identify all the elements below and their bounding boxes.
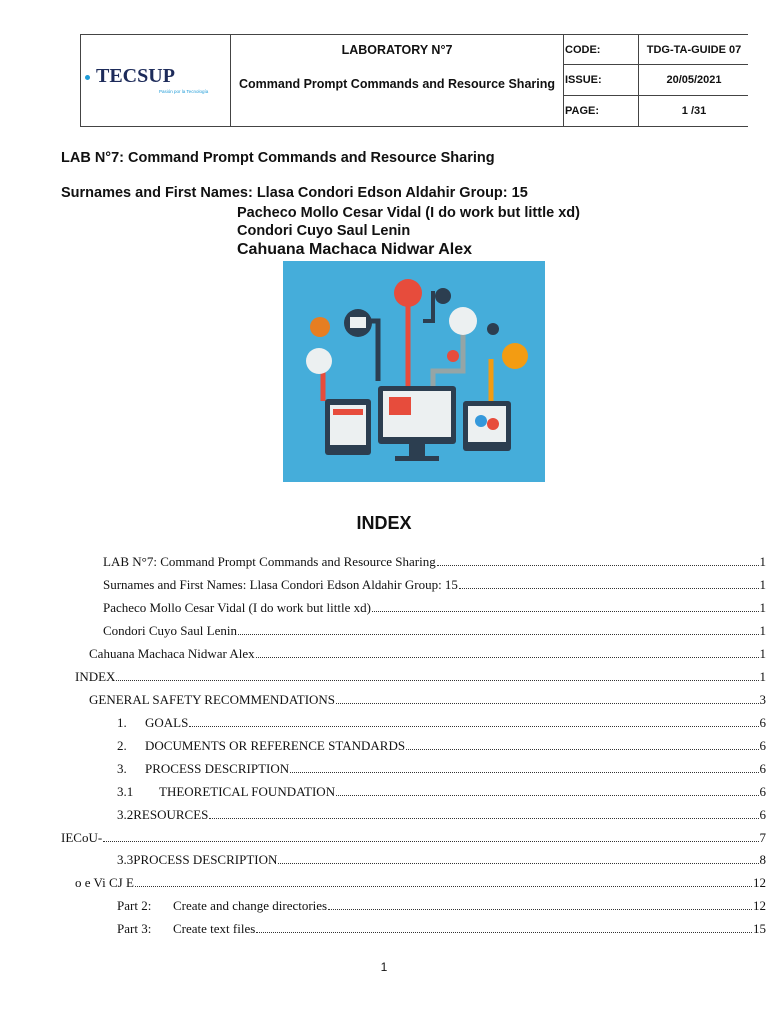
toc-entry[interactable]: Condori Cuyo Saul Lenin 1 (103, 623, 766, 638)
toc-entry[interactable]: 3.2RESOURCES 6 (117, 807, 766, 822)
toc-entry[interactable]: 3.3PROCESS DESCRIPTION 8 (117, 852, 766, 867)
meta-key: CODE: (564, 35, 639, 64)
member-name-3: Condori Cuyo Saul Lenin (237, 223, 411, 239)
toc-entry[interactable]: 1. GOALS 6 (117, 715, 766, 730)
lab-title: LAB N°7: Command Prompt Commands and Resource Sharing (61, 150, 495, 166)
logo-dot-icon (85, 75, 90, 80)
meta-row-issue (564, 65, 748, 96)
meta-table (564, 34, 748, 127)
meta-row-code (564, 34, 748, 65)
toc-entry[interactable]: 3. PROCESS DESCRIPTION 6 (117, 761, 766, 776)
mail-bubble-icon (502, 343, 528, 369)
logo-tagline: Pasión por la Tecnología (159, 89, 209, 94)
toc-entry[interactable]: Part 2: Create and change directories 12 (117, 898, 766, 913)
phone-bubble-icon (394, 279, 422, 307)
toc-entry[interactable]: LAB N°7: Command Prompt Commands and Resource Sharing 1 (103, 554, 766, 569)
page-number: 1 (380, 960, 388, 974)
title-cell (230, 34, 564, 127)
toc-entry[interactable]: GENERAL SAFETY RECOMMENDATIONS 3 (89, 692, 766, 707)
meta-key: ISSUE: (564, 65, 639, 95)
laboratory-title: Command Prompt Commands and Resource Sharing (238, 77, 556, 91)
toc-entry[interactable]: 3.1 THEORETICAL FOUNDATION 6 (117, 784, 766, 799)
toc-entry[interactable]: Surnames and First Names: Llasa Condori Edson Aldahir Group: 15 1 (103, 577, 766, 592)
laboratory-number: LABORATORY N°7 (341, 43, 453, 57)
tecsup-logo: TECSUP (85, 65, 175, 88)
toc-entry[interactable]: o e Vi CJ E 12 (75, 875, 766, 890)
camera-bubble-icon (310, 317, 330, 337)
meta-value: 1 /31 (681, 105, 707, 117)
member-name-2: Pacheco Mollo Cesar Vidal (I do work but little xd) (237, 205, 580, 221)
index-heading: INDEX (356, 513, 412, 533)
facebook-bubble-icon (435, 288, 451, 304)
meta-key: PAGE: (564, 96, 639, 126)
toc-entry[interactable]: 2. DOCUMENTS OR REFERENCE STANDARDS 6 (117, 738, 766, 753)
cart-bubble-icon (487, 323, 499, 335)
member-name-4: Cahuana Machaca Nidwar Alex (237, 241, 473, 258)
names-line: Surnames and First Names: Llasa Condori Edson Aldahir Group: 15 (61, 185, 528, 201)
document-header (80, 34, 748, 127)
toc-entry[interactable]: IECoU- 7 (61, 830, 766, 845)
toc-entry[interactable]: INDEX 1 (75, 669, 766, 684)
toc-entry[interactable]: Cahuana Machaca Nidwar Alex 1 (89, 646, 766, 661)
basket-bubble-icon (449, 307, 477, 335)
meta-value: 20/05/2021 (666, 74, 722, 86)
logo-cell (80, 34, 231, 127)
toc-entry[interactable]: Part 3: Create text files 15 (117, 921, 766, 936)
chat-bubble-icon (447, 350, 459, 362)
meta-row-page (564, 96, 748, 127)
meta-value: TDG-TA-GUIDE 07 (646, 44, 742, 56)
like-bubble-icon (306, 348, 332, 374)
network-devices-illustration (283, 261, 545, 482)
toc-entry[interactable]: Pacheco Mollo Cesar Vidal (I do work but little xd) 1 (103, 600, 766, 615)
